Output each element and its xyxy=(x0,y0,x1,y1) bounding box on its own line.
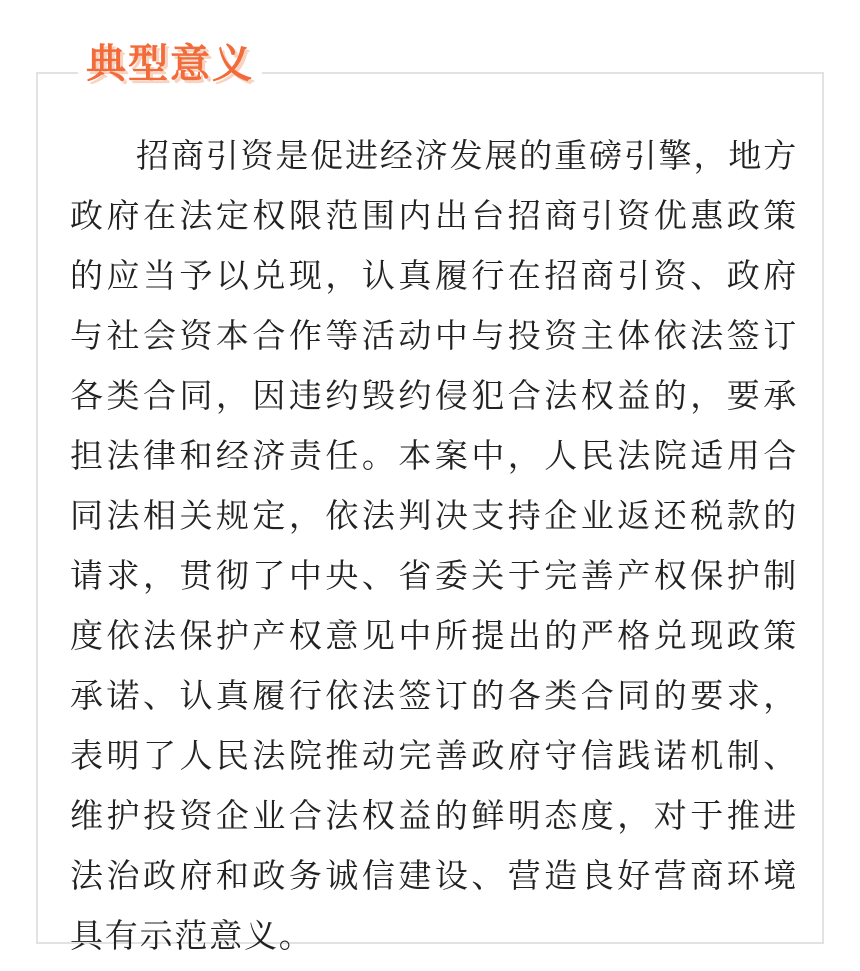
section-header xyxy=(78,34,262,94)
section-body-paragraph: 招商引资是促进经济发展的重磅引擎，地方政府在法定权限范围内出台招商引资优惠政策的应当予以兑现，认真履行在招商引资、政府与社会资本合作等活动中与投资主体依法签订各类合同，因违约毁约侵犯合法权益的，要承担法律和经济责任。本案中，人民法院适用合同法相关规定，依法判决支持企业返还税款的请求，贯彻了中央、省委关于完善产权保护制度依法保护产权意见中所提出的严格兑现政策承诺、认真履行依法签订的各类合同的要求，表明了人民法院推动完善政府守信践诺机制、维护投资企业合法权益的鲜明态度，对于推进法治政府和政务诚信建设、营造良好营商环境具有示范意义。 xyxy=(70,136,798,955)
section-title: 典型意义 xyxy=(86,41,254,87)
